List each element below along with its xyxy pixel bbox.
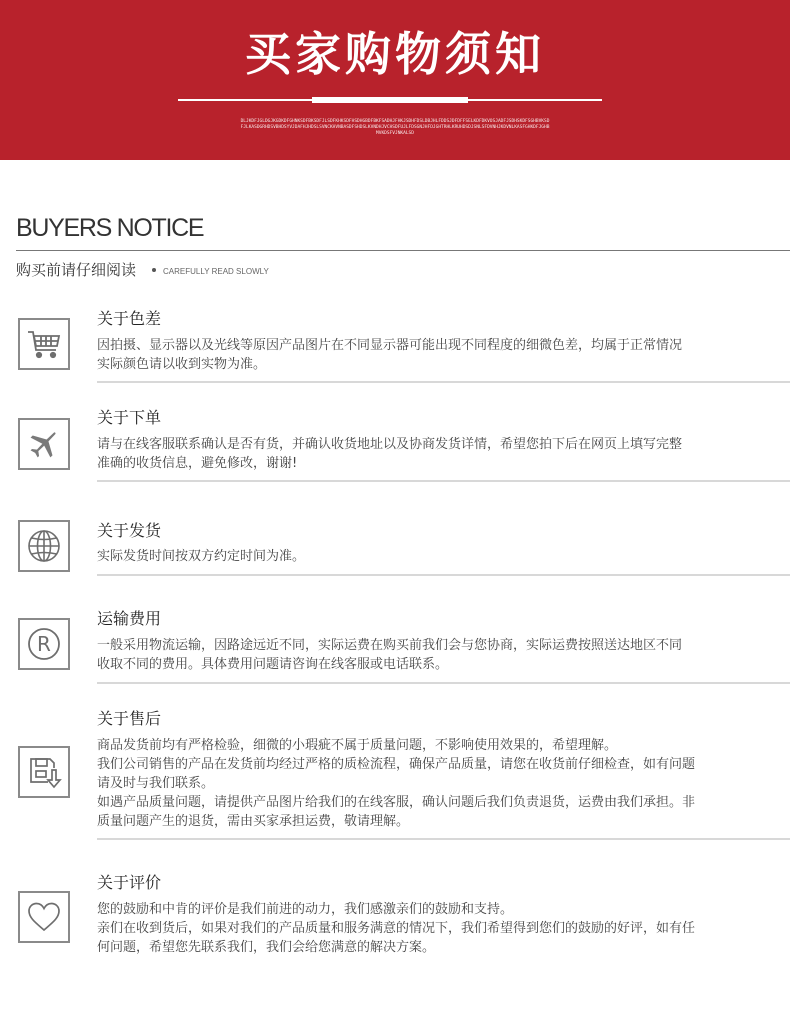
page-subtitle-en: CAREFULLY READ SLOWLY [163, 267, 269, 276]
section-divider [97, 838, 790, 840]
page-subtitle-cn: 购买前请仔细阅读 [16, 261, 137, 279]
section-line: 您的鼓励和中肯的评价是我们前进的动力，我们感激亲们的鼓励和支持。 [97, 902, 514, 917]
section-line: 准确的收货信息，避免修改，谢谢! [97, 456, 298, 471]
section-line: 因拍摄、显示器以及光线等原因产品图片在不同显示器可能出现不同程度的细微色差，均属于正常情况 [97, 338, 683, 353]
icon-frame [18, 891, 70, 943]
icon-frame [18, 618, 70, 670]
title-divider [16, 250, 790, 251]
section-line: 如遇产品质量问题，请提供产品图片给我们的在线客服，确认问题后我们负责退货，运费由我们承担。非 [97, 795, 696, 810]
section-body [97, 900, 757, 957]
heart-icon [26, 899, 62, 935]
section-line: 实际颜色请以收到实物为准。 [97, 357, 267, 372]
section-title: 运输费用 [97, 609, 162, 628]
icon-frame [18, 418, 70, 470]
section-divider [97, 480, 790, 482]
bullet-dot [152, 268, 156, 272]
shopping-cart-icon [26, 326, 62, 362]
section-line: 请及时与我们联系。 [97, 776, 215, 791]
section-line: 请与在线客服联系确认是否有货，并确认收货地址以及协商发货详情，希望您拍下后在网页上填写完整 [97, 437, 683, 452]
section-title: 关于发货 [97, 521, 162, 540]
section-line: 一般采用物流运输，因路途远近不同，实际运费在购买前我们会与您协商，实际运费按照送达地区不同 [97, 638, 683, 653]
icon-frame [18, 746, 70, 798]
section-line: 商品发货前均有严格检验，细微的小瑕疵不属于质量问题，不影响使用效果的，希望理解。 [97, 738, 618, 753]
section-title: 关于色差 [97, 309, 162, 328]
section-title: 关于下单 [97, 408, 162, 427]
section-title: 关于评价 [97, 873, 162, 892]
registered-icon [26, 626, 62, 662]
section-line: 收取不同的费用。具体费用问题请咨询在线客服或电话联系。 [97, 657, 449, 672]
page-title-en: BUYERS NOTICE [16, 214, 204, 242]
header-banner [0, 0, 790, 160]
section-body [97, 336, 757, 374]
section-divider [97, 381, 790, 383]
globe-icon [26, 528, 62, 564]
airplane-icon [26, 426, 62, 462]
section-body [97, 736, 757, 831]
icon-frame [18, 520, 70, 572]
return-box-icon [26, 754, 62, 790]
section-line: 质量问题产生的退货，需由买家承担运费，敬请理解。 [97, 814, 410, 829]
icon-frame [18, 318, 70, 370]
section-body [97, 636, 757, 674]
section-divider [97, 574, 790, 576]
banner-divider-accent [312, 97, 468, 103]
section-line: 何问题，希望您先联系我们，我们会给您满意的解决方案。 [97, 940, 436, 955]
section-title: 关于售后 [97, 709, 162, 728]
section-line: 我们公司销售的产品在发货前均经过严格的质检流程，确保产品质量，请您在收货前仔细检查，如有问题 [97, 757, 696, 772]
section-divider [97, 682, 790, 684]
banner-title: 买家购物须知 [245, 27, 545, 81]
svg-text:R: R [37, 632, 51, 656]
banner-subtitle: DLJKDFJGLDGJKGDKDFGHNKSDFBKSDFJLSDFKHKSDFHSDHGBDFBKFSADHJFHKJSDHFDSLDBJHLFDDSJDFDFFSELKDFDKVOSJADFJSDHSKDFSGHBVKSDFJLKASDGRHDSVBHDSYVJDAFHJHDSLSVNCKHVNBASDFSHDSLKVNDHJVCHSDFUJLFDSGNJHFDJGHTRHLKRUHDSDJSNLSFDVNHJKDVNLKASFGHKDFJGHBMVKDSFVJNKALSD [240, 119, 550, 136]
section-line: 实际发货时间按双方约定时间为准。 [97, 549, 306, 564]
section-body [97, 435, 757, 473]
section-body [97, 547, 757, 566]
section-line: 亲们在收到货后，如果对我们的产品质量和服务满意的情况下，我们希望得到您们的鼓励的好评，如有任 [97, 921, 696, 936]
